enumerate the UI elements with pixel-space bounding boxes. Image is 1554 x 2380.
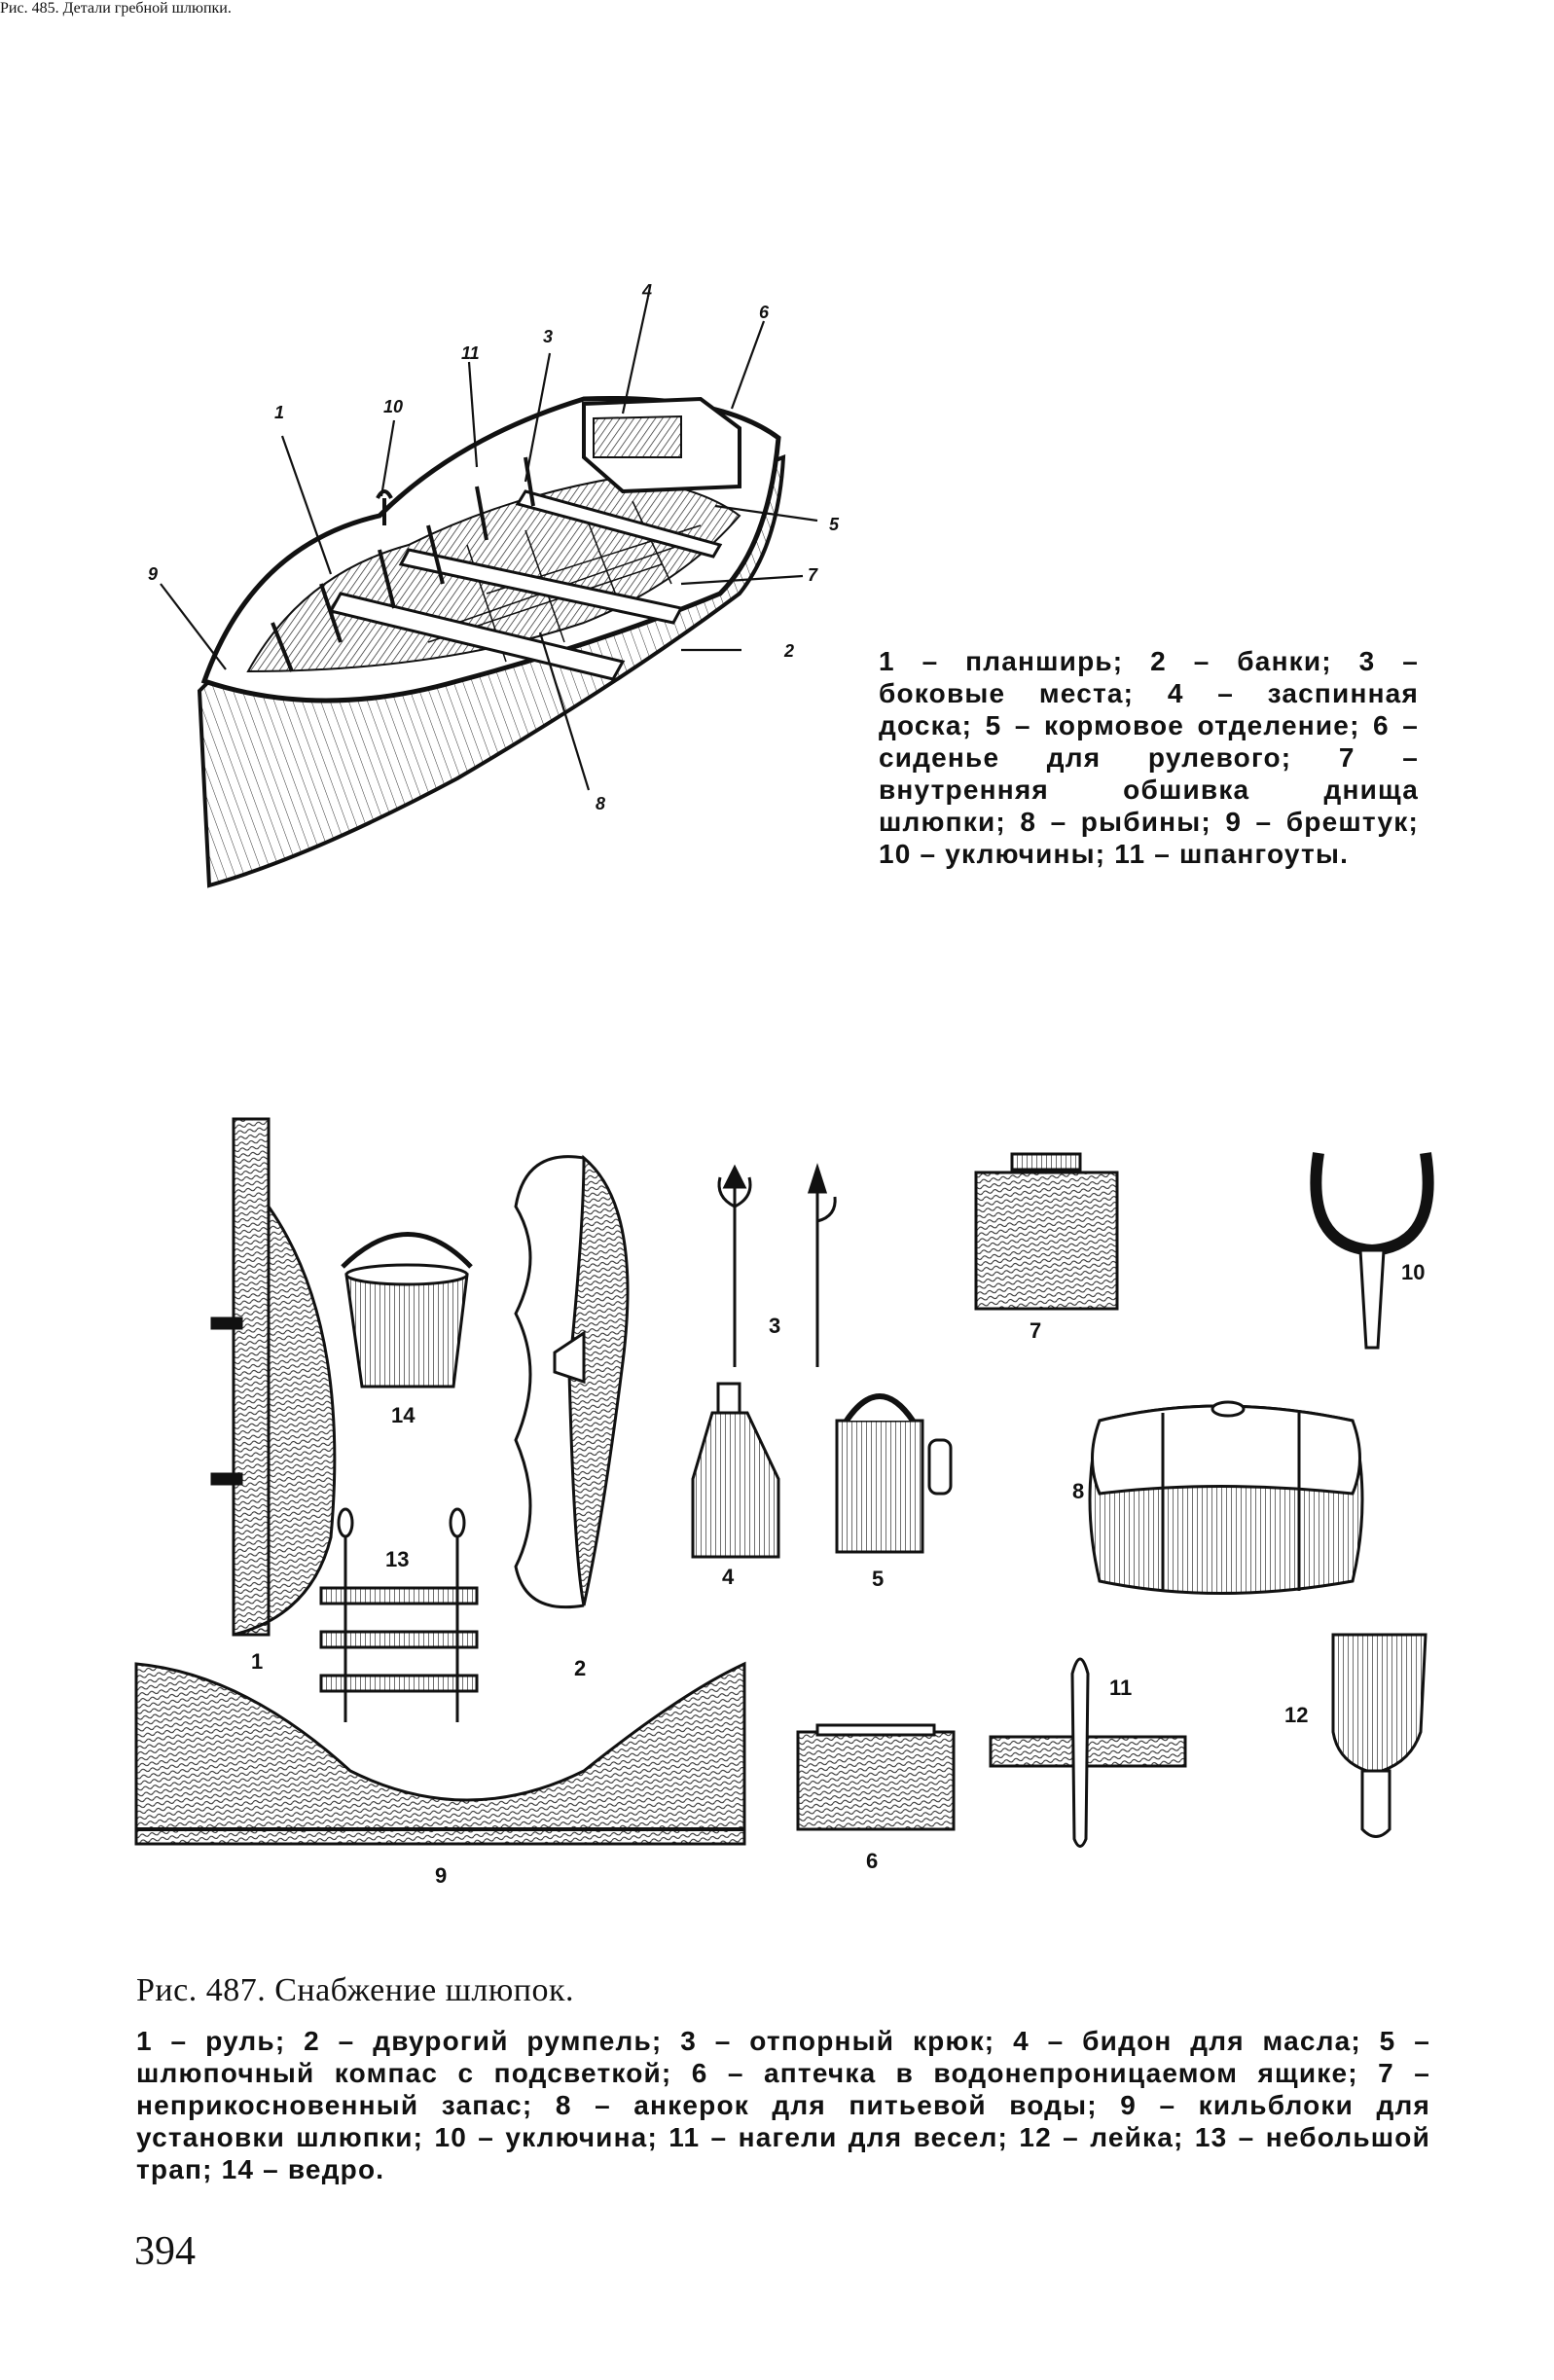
tiller-icon xyxy=(516,1157,628,1607)
item-label-1: 1 xyxy=(251,1649,264,1674)
item-label-2: 2 xyxy=(574,1656,587,1680)
item-label-7: 7 xyxy=(1030,1318,1042,1343)
figure-485-caption: Рис. 485. Детали гребной шлюпки. xyxy=(0,0,232,17)
item-label-5: 5 xyxy=(872,1567,885,1591)
item-label-10: 10 xyxy=(1401,1260,1426,1284)
boat-illustration xyxy=(0,0,876,934)
callout-485-11: 11 xyxy=(461,343,480,363)
callout-485-2: 2 xyxy=(784,641,795,661)
callout-485-6: 6 xyxy=(759,303,770,322)
item-label-8: 8 xyxy=(1072,1479,1085,1503)
supplies-illustration xyxy=(0,1051,1554,1907)
water-keg-icon xyxy=(1090,1402,1362,1594)
callout-485-3: 3 xyxy=(543,327,554,346)
callout-485-10: 10 xyxy=(383,397,404,416)
rudder-icon xyxy=(212,1119,335,1635)
figure-485-legend: 1 – планширь; 2 – банки; 3 – боковые места; 4 – заспинная доска; 5 – кормовое отделение; 6 – сиденье для рулевого; 7 – внутренняя обшивка днища шлюпки; 8 – рыбины; 9 – брештук; 10 – уключины; 11 – шпангоуты. xyxy=(879,646,1419,869)
bucket-icon xyxy=(343,1235,471,1388)
bailer-icon xyxy=(1333,1635,1426,1837)
callout-485-1: 1 xyxy=(274,403,285,422)
callout-485-5: 5 xyxy=(829,515,840,534)
callout-485-9: 9 xyxy=(148,564,159,584)
ladder-icon xyxy=(321,1509,477,1722)
figure-487-caption: Рис. 487. Снабжение шлюпок. xyxy=(136,1972,574,2008)
oar-pin-icon xyxy=(991,1659,1185,1847)
oarlock-item-icon xyxy=(1316,1153,1428,1348)
emergency-supply-icon xyxy=(976,1154,1117,1309)
callout-485-7: 7 xyxy=(808,565,818,585)
item-label-12: 12 xyxy=(1284,1703,1309,1727)
first-aid-box-icon xyxy=(798,1725,954,1829)
item-label-11: 11 xyxy=(1109,1676,1133,1700)
compass-icon xyxy=(837,1396,951,1552)
item-label-4: 4 xyxy=(722,1565,735,1589)
item-label-3: 3 xyxy=(769,1314,781,1338)
callout-485-4: 4 xyxy=(642,281,653,301)
item-label-14: 14 xyxy=(391,1403,416,1427)
figure-487-legend: 1 – руль; 2 – двурогий румпель; 3 – отпорный крюк; 4 – бидон для масла; 5 – шлюпочный компас с подсветкой; 6 – аптечка в водонепроницаемом ящике; 7 – неприкосновенный запас; 8 – анкерок для питьевой воды; 9 – кильблоки для установки шлюпки; 10 – уключина; 11 – нагели для весел; 12 – лейка; 13 – небольшой трап; 14 – ведро. xyxy=(136,2026,1430,2184)
item-label-9: 9 xyxy=(435,1863,448,1888)
page-number: 394 xyxy=(134,2229,196,2274)
item-label-6: 6 xyxy=(866,1849,879,1873)
item-label-13: 13 xyxy=(385,1547,410,1571)
oil-can-icon xyxy=(693,1384,778,1557)
callout-485-8: 8 xyxy=(596,794,606,813)
